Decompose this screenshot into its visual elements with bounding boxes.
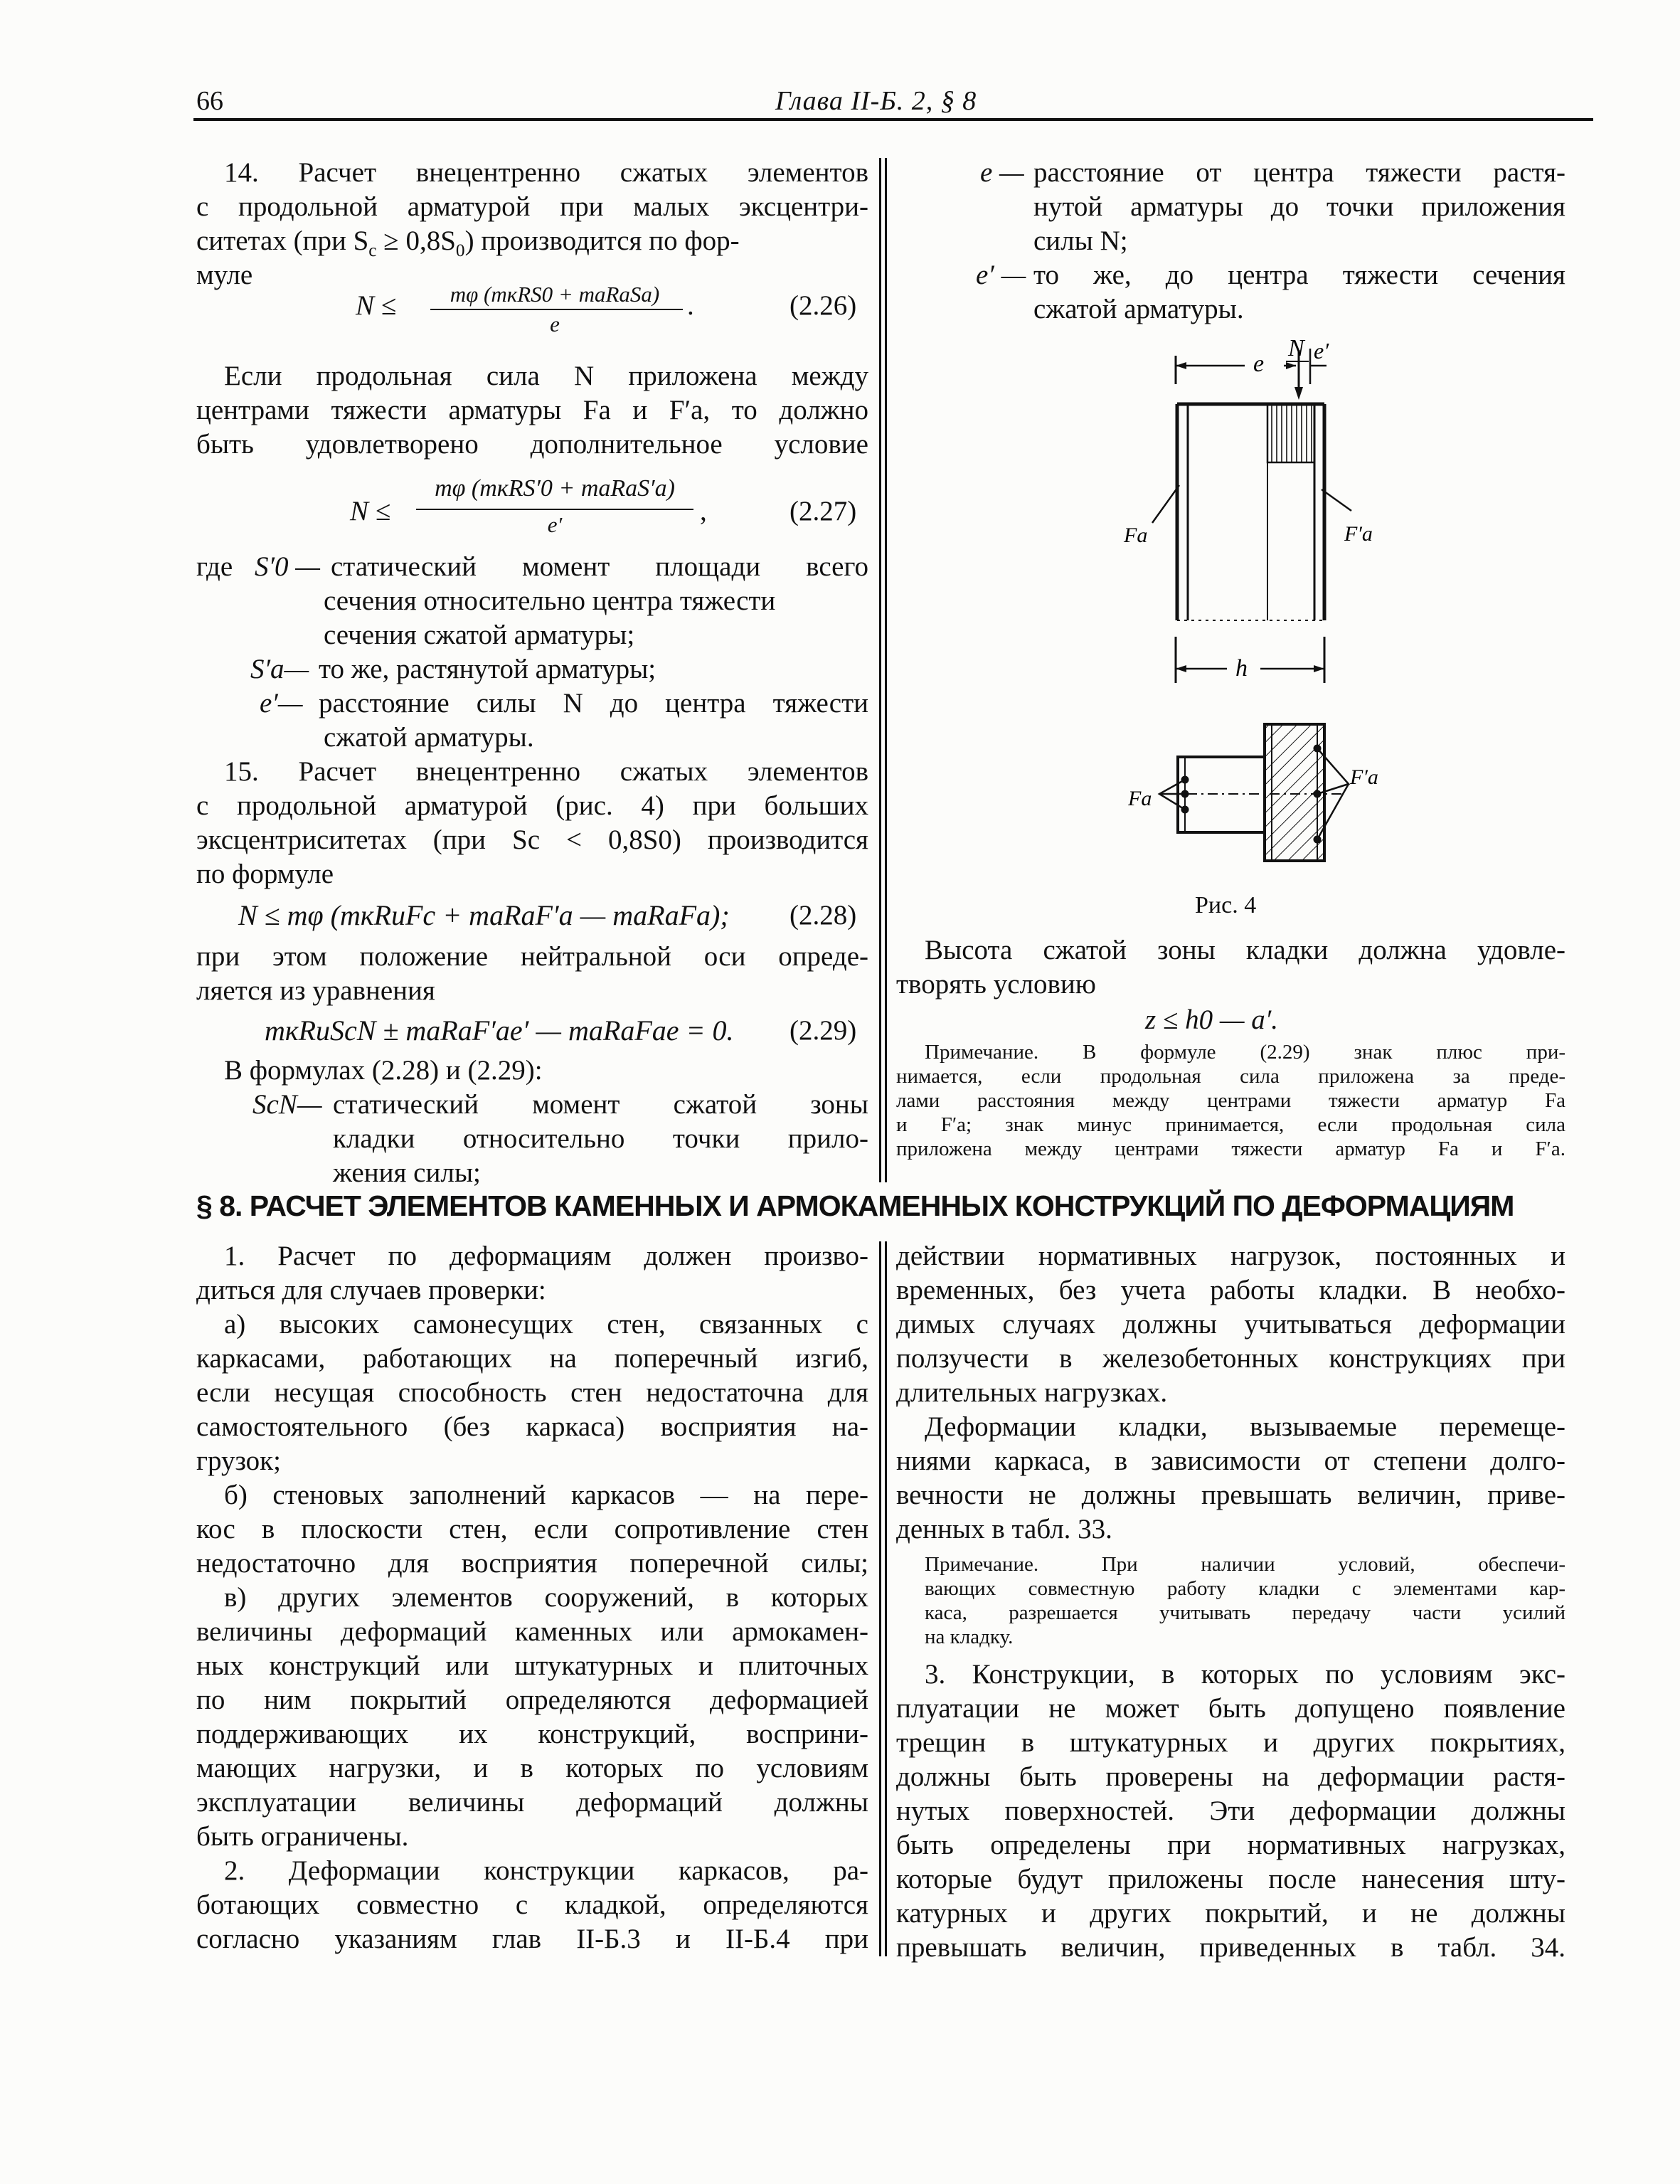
label-fa-prime: F′a — [1344, 522, 1373, 546]
text-line: согласно указаниям глав II-Б.3 и II-Б.4 при — [196, 1924, 868, 1954]
equation-number: (2.29) — [790, 1015, 857, 1046]
label-n: N — [1288, 335, 1304, 361]
definition-line: то же, растянутой арматуры; — [319, 654, 656, 684]
text-line: творять условию — [896, 969, 1096, 1000]
text-line: 14. Расчет внецентренно сжатых элементов — [224, 157, 868, 188]
note-line: на кладку. — [925, 1626, 1014, 1648]
text-line: 2. Деформации конструкции каркасов, ра- — [224, 1855, 868, 1886]
page-number: 66 — [196, 86, 223, 116]
in-formulas-label: В формулах (2.28) и (2.29): — [224, 1055, 543, 1086]
definition-symbol: ScN— — [252, 1089, 322, 1120]
fraction-denominator: e — [550, 312, 560, 336]
text-line: ных конструкций или штукатурных и плиточных — [196, 1650, 868, 1681]
equation-number: (2.28) — [790, 900, 857, 931]
definition-symbol: e — — [980, 157, 1024, 188]
figure-caption: Рис. 4 — [1195, 892, 1257, 918]
fraction-numerator: mφ (mкRS0 + maRaSa) — [450, 282, 660, 307]
label-fa-plan: Fa — [1128, 787, 1152, 810]
text-line: каркасами, работающих на поперечный изгиб, — [196, 1343, 868, 1374]
dimension-e — [1176, 356, 1296, 384]
text-line: временных, без учета работы кладки. В необхо- — [896, 1275, 1565, 1305]
text-line: эксцентриситетах (при Sс < 0,8S0) производится — [196, 825, 868, 855]
equation-body: N ≤ mφ (mкRиFс + maRaF′a — maRaFa); — [238, 899, 730, 931]
fraction-bar — [416, 509, 693, 510]
definition-line: сечения относительно центра тяжести — [324, 585, 776, 616]
text-line: муле — [196, 260, 253, 290]
column-divider — [879, 158, 881, 1182]
note-line: нимается, если продольная сила приложена за преде- — [896, 1065, 1565, 1088]
text-line: 1. Расчет по деформациям должен произво- — [224, 1241, 868, 1271]
definition-line: то же, до центра тяжести сечения — [1033, 260, 1565, 290]
figure-drawing — [1095, 334, 1394, 903]
equation-comma: , — [700, 496, 707, 526]
text-line: быть определены при нормативных нагрузках, — [896, 1830, 1565, 1860]
definition-line: нутой арматуры до точки приложения — [1033, 191, 1565, 222]
column-divider — [885, 158, 887, 1182]
text-line: плуатации не может быть допущено появление — [896, 1693, 1565, 1724]
definition-line: силы N; — [1033, 226, 1128, 256]
text-line: центрами тяжести арматуры Fа и F′а, то должно — [196, 395, 868, 425]
wall-elevation — [1177, 404, 1324, 620]
label-fa: Fa — [1124, 524, 1148, 547]
text-line: диться для случаев проверки: — [196, 1275, 546, 1305]
label-e: e — [1253, 351, 1265, 377]
definition-line: статический момент площади всего — [331, 551, 868, 582]
note-line: каса, разрешается учитывать передачу части усилий — [925, 1601, 1565, 1624]
running-head: Глава II-Б. 2, § 8 — [775, 86, 977, 116]
note-line: Примечание. При наличии условий, обеспечи- — [925, 1553, 1565, 1576]
text-line: эксплуатации величины деформаций должны — [196, 1787, 868, 1818]
text-line: самостоятельного (без каркаса) восприятия на- — [196, 1411, 868, 1442]
equation-z: z ≤ h0 — a′. — [1145, 1004, 1279, 1035]
text-line: Если продольная сила N приложена между — [224, 361, 868, 391]
definition-line: расстояние силы N до центра тяжести — [319, 688, 868, 719]
definition-symbol: S′а— — [250, 654, 309, 684]
text-line: 15. Расчет внецентренно сжатых элементов — [224, 756, 868, 787]
column-divider — [879, 1241, 881, 1956]
text-line: нутых поверхностей. Эти деформации должны — [896, 1796, 1565, 1826]
text-line: величины деформаций каменных или армокамен- — [196, 1616, 868, 1647]
text-line: вечности не должны превышать величин, приве- — [896, 1480, 1565, 1510]
text-line: по формуле — [196, 859, 334, 889]
label-h: h — [1235, 655, 1248, 682]
text-line: быть ограничены. — [196, 1821, 409, 1852]
text-line: быть удовлетворено дополнительное условие — [196, 429, 868, 460]
text-line: катурных и других покрытий, и не должны — [896, 1898, 1565, 1929]
definition-symbol: e′— — [260, 688, 303, 719]
fraction-bar — [430, 309, 683, 310]
text-line: поддерживающих их конструкций, восприни- — [196, 1719, 868, 1749]
text-line: при этом положение нейтральной оси опреде- — [196, 941, 868, 972]
note-line: и F′а; знак минус принимается, если продольная сила — [896, 1113, 1565, 1136]
text-line: которые будут приложены после нанесения шту- — [896, 1864, 1565, 1894]
definition-symbol: S′0 — — [255, 551, 320, 582]
text-line: Высота сжатой зоны кладки должна удовле- — [925, 935, 1565, 965]
text-line: Деформации кладки, вызываемые перемеще- — [925, 1411, 1565, 1442]
text-line: если несущая способность стен недостаточна для — [196, 1377, 868, 1408]
dimension-h — [1176, 637, 1324, 683]
text-line: димых случаях должны учитываться деформации — [896, 1309, 1565, 1340]
definition-line: расстояние от центра тяжести растя- — [1033, 157, 1565, 188]
column-divider — [885, 1241, 887, 1956]
text-line: по ним покрытий определяются деформацией — [196, 1685, 868, 1715]
label-e-prime: e′ — [1314, 338, 1329, 364]
equation-number: (2.27) — [790, 496, 857, 526]
fraction-numerator: mφ (mкRS′0 + maRaS′a) — [435, 475, 675, 502]
text-line: а) высоких самонесущих стен, связанных с — [224, 1309, 868, 1340]
text-line: с продольной арматурой (рис. 4) при больших — [196, 790, 868, 821]
definition-line: сжатой арматуры. — [324, 722, 534, 753]
text-line: б) стеновых заполнений каркасов — на пере- — [224, 1480, 868, 1510]
text-line: ниями каркаса, в зависимости от степени долго- — [896, 1446, 1565, 1476]
fraction-denominator: e′ — [547, 512, 563, 537]
equation-lhs: N ≤ — [356, 290, 397, 321]
leader-fa — [1152, 485, 1179, 523]
text-line: мающих нагрузки, и в которых по условиям — [196, 1753, 868, 1783]
text-line: длительных нагрузках. — [896, 1377, 1168, 1408]
text-line: ситетах (при $S_с \ge 0,8S_0$) производится по фор- — [196, 226, 740, 260]
text-line: денных в табл. 33. — [896, 1514, 1112, 1544]
text-line: действии нормативных нагрузок, постоянных и — [896, 1241, 1565, 1271]
equation-period: . — [687, 290, 694, 321]
section-heading: § 8. РАСЧЕТ ЭЛЕМЕНТОВ КАМЕННЫХ И АРМОКАМЕННЫХ КОНСТРУКЦИЙ ПО ДЕФОРМАЦИЯМ — [196, 1189, 1514, 1222]
where-word: где — [196, 551, 233, 582]
text-line: трещин в штукатурных и других покрытиях, — [896, 1727, 1565, 1758]
label-fa-prime-plan: F′a — [1350, 765, 1378, 789]
equation-lhs: N ≤ — [350, 496, 391, 526]
text-line: превышать величин, приведенных в табл. 34. — [896, 1932, 1565, 1963]
text-line: ползучести в железобетонных конструкциях при — [896, 1343, 1565, 1374]
wall-plan-section — [1159, 724, 1349, 861]
text-line: в) других элементов сооружений, в которых — [224, 1582, 868, 1613]
definition-line: жения силы; — [333, 1157, 481, 1188]
text-line: ляется из уравнения — [196, 975, 435, 1006]
figure-4 — [1095, 334, 1394, 903]
definition-line: сжатой арматуры. — [1033, 294, 1244, 324]
header-rule — [193, 118, 1593, 121]
text-line: с продольной арматурой при малых эксцентри- — [196, 191, 868, 222]
definition-line: сечения сжатой арматуры; — [324, 620, 635, 650]
note-line: приложена между центрами тяжести арматур Fа и F′а. — [896, 1138, 1565, 1160]
note-line: Примечание. В формуле (2.29) знак плюс при- — [925, 1041, 1565, 1064]
definition-line: статический момент сжатой зоны — [333, 1089, 868, 1120]
equation-body: mкRиScN ± maRaF′ae′ — maRaFae = 0. — [265, 1014, 734, 1046]
definition-symbol: e′ — — [976, 260, 1026, 290]
text-line: недостаточно для восприятия поперечной силы; — [196, 1548, 868, 1579]
text-line: кос в плоскости стен, если сопротивление стен — [196, 1514, 868, 1544]
definition-line: кладки относительно точки прило- — [333, 1123, 868, 1154]
text-line: 3. Конструкции, в которых по условиям экс- — [925, 1659, 1565, 1690]
note-line: лами расстояния между центрами тяжести арматур Fа — [896, 1089, 1565, 1112]
text-line: грузок; — [196, 1446, 281, 1476]
text-line: должны быть проверены на деформации растя- — [896, 1761, 1565, 1792]
note-line: вающих совместную работу кладки с элементами кар- — [925, 1577, 1565, 1600]
text-line: ботающих совместно с кладкой, определяются — [196, 1889, 868, 1920]
equation-number: (2.26) — [790, 290, 857, 321]
